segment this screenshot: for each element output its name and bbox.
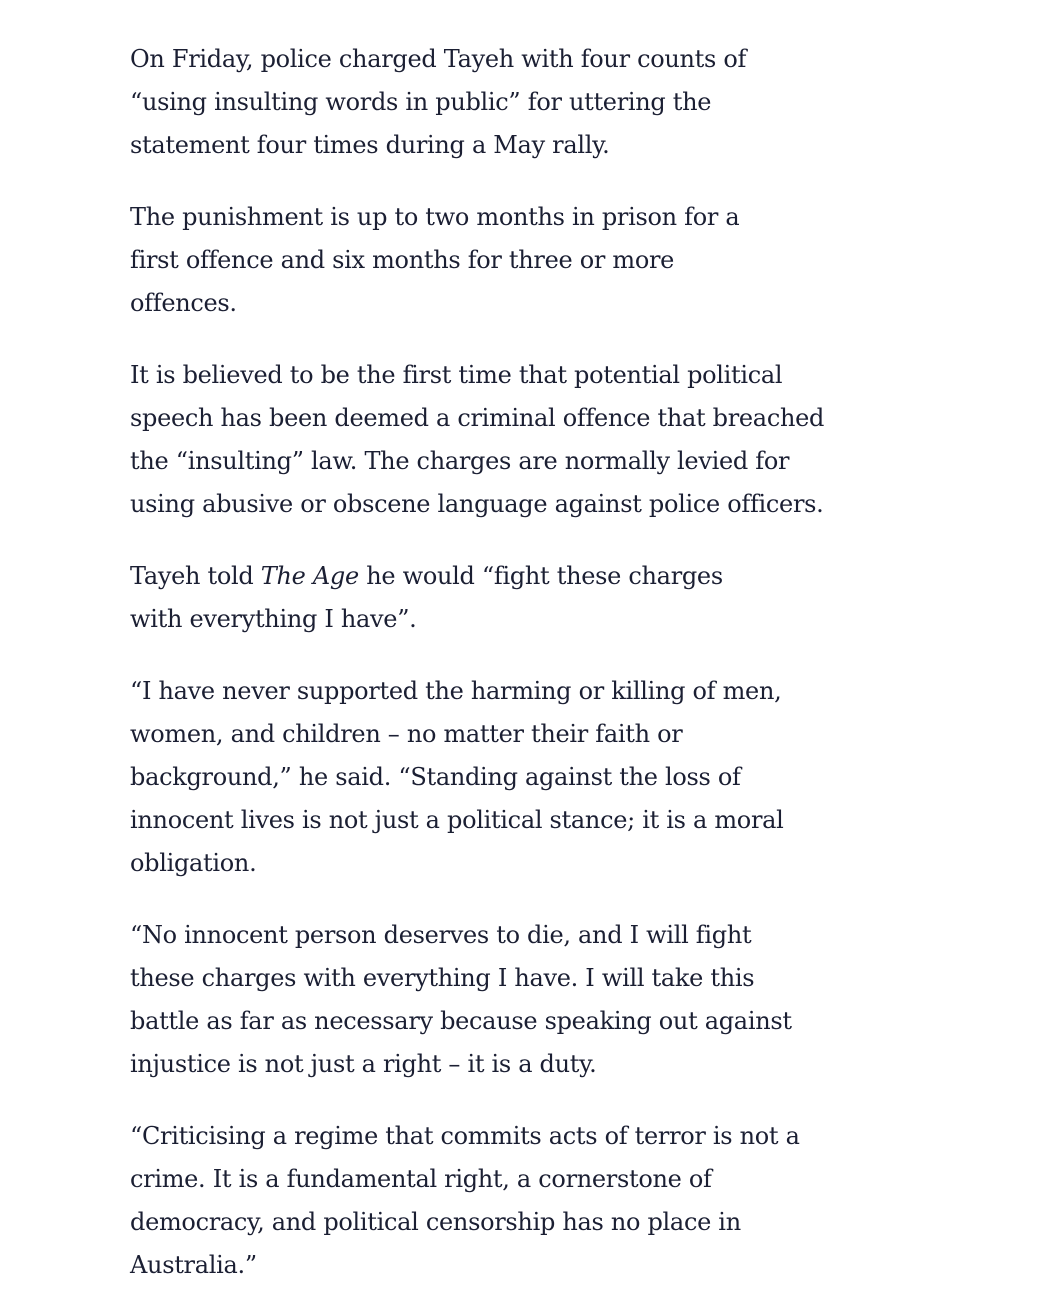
paragraph-tayeh-told xyxy=(130,555,750,641)
paragraph-punishment: The punishment is up to two months in prison for a first offence and six months for three or more offences. xyxy=(130,203,740,317)
paragraph-quote-innocent-person: “No innocent person deserves to die, and I will fight these charges with everything I have. I will take this battle as far as necessary because speaking out against injustice is not just a right – it is a duty. xyxy=(130,921,792,1078)
paragraph-tayeh-told-lead: Tayeh told xyxy=(130,562,261,590)
paragraph-quote-never-supported: “I have never supported the harming or killing of men, women, and children – no matter their faith or background,” he said. “Standing against the loss of innocent lives is not just a political stance; it is a moral obligation. xyxy=(130,677,784,877)
paragraph-tayeh-told-tail: he would “fight these charges with everything I have”. xyxy=(130,562,723,633)
publication-name: The Age xyxy=(260,562,359,590)
article-body xyxy=(130,38,850,1316)
paragraph-first-time: It is believed to be the first time that potential political speech has been deemed a criminal offence that breached the “insulting” law. The charges are normally levied for using abusive or obscene language against police officers. xyxy=(130,361,825,518)
paragraph-police-charges: On Friday, police charged Tayeh with four counts of “using insulting words in public” for uttering the statement four times during a May rally. xyxy=(130,45,747,159)
paragraph-quote-criticising: “Criticising a regime that commits acts of terror is not a crime. It is a fundamental right, a cornerstone of democracy, and political censorship has no place in Australia.” xyxy=(130,1122,800,1279)
